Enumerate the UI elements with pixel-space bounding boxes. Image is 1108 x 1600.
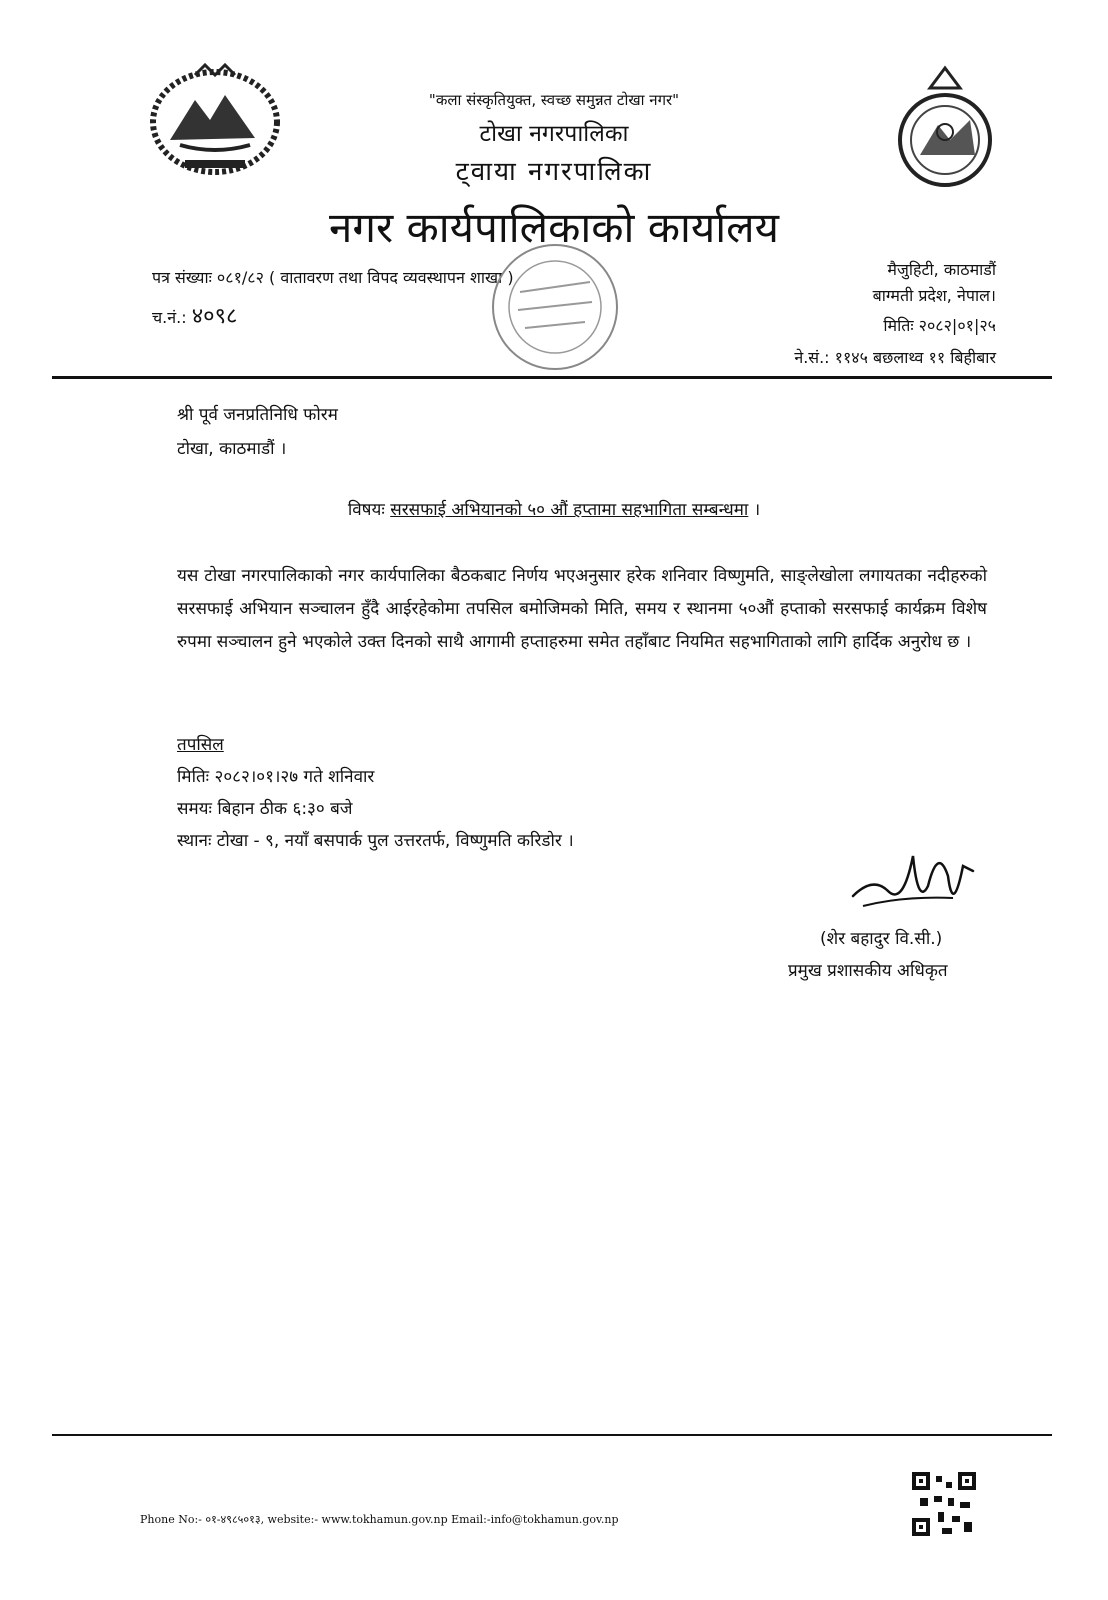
signature-icon <box>843 836 983 936</box>
office-stamp-icon <box>470 232 640 382</box>
municipality-motto: "कला संस्कृतियुक्त, स्वच्छ समुन्नत टोखा नगर" <box>428 91 680 109</box>
event-date: मितिः २०८२।०१।२७ गते शनिवार <box>177 767 375 787</box>
signatory-title: प्रमुख प्रशासकीय अधिकृत <box>788 961 948 981</box>
office-address-line2: बाग्मती प्रदेश, नेपाल। <box>872 286 996 305</box>
office-name-newari: ट्वाया नगरपालिका <box>455 157 653 187</box>
recipient-name: श्री पूर्व जनप्रतिनिधि फोरम <box>177 405 338 425</box>
footer-divider <box>52 1434 1052 1436</box>
letter-subject <box>0 497 1108 520</box>
dispatch-number: ४०९८ <box>191 304 238 329</box>
details-heading: तपसिल <box>177 735 224 755</box>
qr-code-icon <box>912 1472 976 1536</box>
subject-end: । <box>753 500 761 520</box>
dispatch-number-row <box>152 300 237 330</box>
event-place: स्थानः टोखा - ९, नयाँ बसपार्क पुल उत्तरतर्फ, विष्णुमति करिडोर । <box>177 831 574 851</box>
subject-label: विषयः <box>347 500 385 520</box>
dispatch-number-label: च.नं.: <box>152 308 187 327</box>
letter-number: पत्र संख्याः ०८१/८२ ( वातावरण तथा विपद व्यवस्थापन शाखा ) <box>152 268 514 287</box>
signatory-name: (शेर बहादुर वि.सी.) <box>820 929 943 949</box>
event-time: समयः बिहान ठीक ६:३० बजे <box>177 799 353 819</box>
letter-body: यस टोखा नगरपालिकाको नगर कार्यपालिका बैठकबाट निर्णय भएअनुसार हरेक शनिवार विष्णुमति, साङ्लेखोला लगायतका नदीहरुको सरसफाई अभियान सञ्चालन हुँदै आईरहेकोमा तपसिल बमोजिमको मिति, समय र स्थानमा ५०औं हप्ताको सरसफाई कार्यक्रम विशेष रुपमा सञ्चालन हुने भएकोले उक्त दिनको साथै आगामी हप्ताहरुमा समेत तहाँबाट नियमित सहभागिताको लागि हार्दिक अनुरोध छ । <box>177 566 987 652</box>
header-divider <box>52 376 1052 379</box>
footer-contact: Phone No:- ०१-४९८५०१३, website:- www.tokhamun.gov.np Email:-info@tokhamun.gov.np <box>140 1513 619 1526</box>
letter-date: मितिः २०८२|०१|२५ <box>883 316 996 335</box>
nepal-sambat-date: ने.सं.: ११४५ बछलाथ्व ११ बिहीबार <box>794 348 996 367</box>
subject-text: सरसफाई अभियानको ५० औं हप्तामा सहभागिता सम्बन्धमा <box>390 500 749 520</box>
page-title: नगर कार्यपालिकाको कार्यालय <box>329 203 779 252</box>
office-address-line1: मैजुहिटी, काठमाडौं <box>887 260 996 279</box>
office-name: टोखा नगरपालिका <box>479 121 629 147</box>
recipient-address: टोखा, काठमाडौं । <box>177 439 287 459</box>
